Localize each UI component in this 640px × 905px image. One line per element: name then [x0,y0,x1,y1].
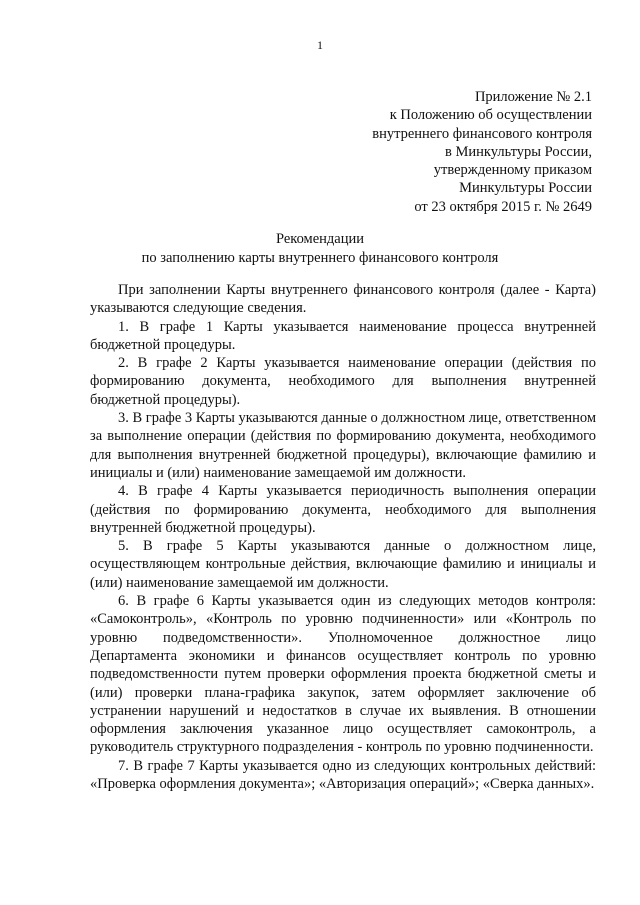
annex-line: в Минкультуры России, [445,143,592,160]
annex-line: Минкультуры России [459,180,592,197]
paragraph-5: 5. В графе 5 Карты указываются данные о должностном лице, осуществляющем контрольные действия, включающие фамилию и инициалы и (или) наименование замещаемой им должности. [90,538,596,591]
annex-line: внутреннего финансового контроля [372,125,592,142]
annex-line: утвержденному приказом [433,162,592,179]
title-heading: Рекомендации [275,231,365,247]
paragraph-4: 4. В графе 4 Карты указывается периодичность выполнения операции (действия по формированию документа, необходимого для выполнения внутренней бюджетной процедуры). [90,483,596,536]
annex-line: Приложение № 2.1 [474,89,592,105]
annex-line: к Положению об осуществлении [389,107,592,124]
paragraph-7: 7. В графе 7 Карты указывается одно из следующих контрольных действий: «Проверка оформления документа»; «Авторизация операций»; «Сверка данных». [90,757,596,793]
page-number: 1 [317,38,323,52]
annex-line: от 23 октября 2015 г. № 2649 [414,198,592,215]
paragraph-1: 1. В графе 1 Карты указывается наименование процесса внутренней бюджетной процедуры. [90,318,596,353]
title-subheading: по заполнению карты внутреннего финансового контроля [141,250,499,266]
paragraph-2: 2. В графе 2 Карты указывается наименование операции (действия по формированию документа, необходимого для выполнения внутренней бюджетной процедуры). [90,355,596,408]
paragraph-3: 3. В графе 3 Карты указываются данные о должностном лице, ответственном за выполнение операции (действия по формированию документа, необходимого для выполнения внутренней бюджетной процедуры), включающие фамилию и инициалы и (или) наименование замещаемой им должности. [90,410,596,481]
document-body [90,281,596,793]
paragraph-6: 6. В графе 6 Карты указывается один из следующих методов контроля: «Самоконтроль», «Контроль по уровню подчиненности» или «Контроль по уровню подведомственности». Уполномоченное должностное лицо Департамента экономики и финансов осуществляет контроль по уровню подведомственности путем проверки оформления проекта бюджетной сметы и (или) проверки плана-графика закупок, затем оформляет заключение об устранении нарушений и недостатков в случае их выявления. В отношении оформления заключения указанное лицо осуществляет самоконтроль, а руководитель структурного подразделения - контроль по уровню подчиненности. [90,593,596,756]
annex-header [372,88,592,216]
paragraph-intro: При заполнении Карты внутреннего финансового контроля (далее - Карта) указываются следующие сведения. [90,282,596,317]
document-title [0,230,640,268]
